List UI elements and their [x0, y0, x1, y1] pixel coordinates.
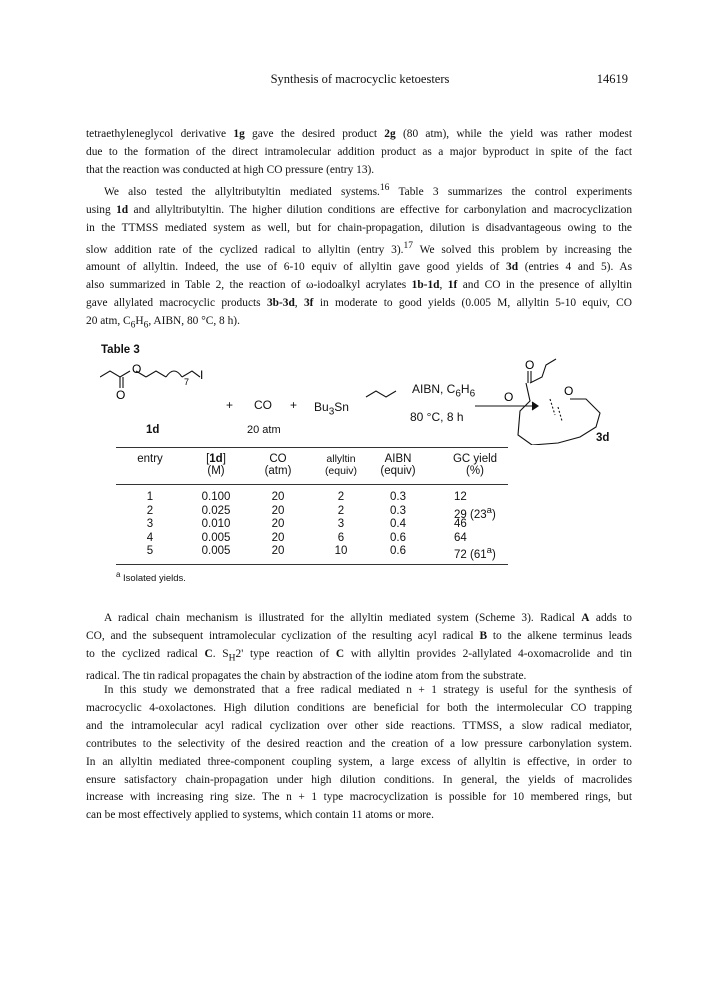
page-number: 14619 [596, 72, 628, 86]
column-header: (%) [466, 465, 484, 477]
table-cell: 0.005 [201, 545, 231, 557]
text-line: CO, and the subsequent intramolecular cyclization of the resulting acyl radical B to the alkene terminus leads [86, 629, 632, 642]
table-bottom-rule [116, 564, 508, 565]
text-line: due to the formation of the direct intramolecular addition product as a major byproduct in spite of the fact [86, 145, 632, 158]
column-header: CO [269, 453, 287, 465]
text-line: contributes to the selectivity of the desired reaction and the creation of a low pressure carbonylation system. [86, 737, 632, 750]
text-line: radical. The tin radical propagates the chain by abstraction of the iodine atom from the substrate. [86, 670, 527, 682]
text-line: amount of allyltin. Indeed, the use of 6-10 equiv of allyltin gave good yields of 3d (entries 4 and 5). As [86, 261, 633, 274]
table-cell: 12 [454, 491, 467, 503]
table-cell: 20 [271, 531, 285, 544]
table-cell: 0.010 [201, 518, 231, 530]
table-cell: 20 [271, 491, 285, 503]
paragraph-4 [86, 682, 632, 825]
column-header: (equiv) [380, 465, 416, 477]
text-line: 20 atm, $C_6H_6$, AIBN, 80 °C, 8 h). [86, 314, 240, 331]
co-reagent: CO [254, 398, 272, 412]
text-line: that the reaction was conducted at high CO pressure (entry 13). [86, 163, 375, 176]
column-header: [1d] [206, 453, 226, 465]
product-ketone-oxygen: O [504, 390, 514, 404]
table-cell: 1 [146, 491, 154, 503]
text-line: In an allyltin mediated three-component coupling system, a large excess of allyltin is effective, in order to [86, 755, 632, 768]
paragraph-3 [86, 610, 632, 686]
table-cell: 0.3 [390, 491, 406, 503]
conditions-bottom: 80 °C, 8 h [410, 410, 464, 424]
text-line: in the TTMSS mediated system as well, but for chain-propagation, dilution is disadvantageous owing to the [86, 221, 632, 234]
text-line: using 1d and allyltributyltin. The higher dilution conditions are effective for carbonylation and macrocyclization [86, 203, 633, 216]
co-pressure: 20 atm [247, 424, 281, 436]
table-cell: 3 [337, 518, 345, 530]
text-line: In this study we demonstrated that a free radical mediated n + 1 strategy is useful for the synthesis of [104, 684, 632, 696]
paragraph-2 [86, 180, 632, 335]
text-line: slow addition rate of the cyclized radical to allyltin (entry 3).$^{17}$ We solved this problem by increasing the [86, 240, 632, 256]
product-oxygen: O [525, 358, 535, 372]
table-cell: 10 [334, 545, 348, 557]
product-label: 3d [596, 432, 610, 444]
table-cell: 0.025 [201, 504, 231, 517]
text-line: and the intramolecular acyl radical cyclization over other side reactions. TTMSS, a slow radical mediator, [86, 719, 632, 732]
reaction-scheme-drawing [100, 355, 620, 445]
plus-sign-2: + [290, 398, 298, 412]
table-cell: 72 (61$^a$) [454, 545, 496, 561]
iodo-atom: I [200, 368, 204, 382]
acrylate-bond [100, 371, 130, 377]
text-line: We also tested the allyltributyltin mediated systems.$^{16}$ Table 3 summarizes the control experiments [104, 183, 633, 198]
table-footnote: $^a$ Isolated yields. [116, 570, 186, 585]
text-line: tetraethyleneglycol derivative 1g gave the desired product 2g (80 atm), while the yield was rather modest [86, 128, 632, 140]
table-cell: 2 [337, 491, 345, 503]
text-line: also summarized in Table 2, the reaction of ω-iodoalkyl acrylates 1b-1d, 1f and CO in the presence of allyltin [86, 279, 633, 292]
table-cell: 0.4 [390, 518, 406, 530]
table-cell: 64 [454, 531, 467, 544]
text-line: ensure satisfactory chain-propagation under high dilution conditions. In general, the yields of macrolides [86, 773, 632, 786]
table-cell: 4 [146, 531, 154, 544]
table-label: Table 3 [101, 344, 140, 356]
reactant-label: 1d [146, 424, 160, 436]
table-cell: 5 [146, 545, 154, 557]
table-cell: 3 [146, 518, 154, 530]
text-line: can be most effectively applied to systems, which contain 11 atoms or more. [86, 809, 434, 822]
reaction-scheme [100, 355, 620, 450]
table-header-rule [116, 484, 508, 485]
chain-subscript: 7 [184, 377, 190, 387]
table-cell: 2 [337, 504, 345, 517]
text-line: increase with increasing ring size. The n + 1 type macrocyclization is possible for 10 membered rings, but [86, 791, 632, 804]
tin-reagent: $Bu_3Sn$ [314, 400, 349, 418]
table-cell: 0.6 [390, 531, 406, 544]
table-cell: 20 [271, 545, 285, 557]
column-header: AIBN [384, 453, 412, 465]
table-cell: 0.6 [390, 545, 406, 557]
table-top-rule [116, 447, 508, 448]
table-cell: 2 [146, 504, 154, 517]
column-header: (atm) [264, 465, 292, 477]
table-cell: 29 (23$^a$) [454, 504, 496, 521]
text-line: macrocyclic 4-oxolactones. High dilution conditions are beneficial for both the intermolecular CO trapping [86, 701, 632, 714]
table-cell: 0.100 [201, 491, 231, 503]
column-header: (M) [207, 465, 225, 477]
column-header: GC yield [452, 453, 498, 465]
product-ring-oxygen: O [564, 384, 574, 398]
table-cell: 20 [271, 518, 285, 530]
conditions-top: AIBN, $C_6H_6$ [412, 382, 476, 400]
column-header: allyltin [326, 453, 356, 465]
plus-sign-1: + [226, 398, 234, 412]
table-cell: 20 [271, 504, 285, 517]
column-header: (equiv) [324, 465, 358, 477]
ester-oxygen: O [132, 362, 142, 376]
carbonyl-oxygen: O [116, 388, 126, 402]
text-line: to the cyclized radical C. $S_H2'$ type reaction of C with allyltin provides 2-allylated 4-oxomacrolide and tin [86, 647, 632, 664]
text-line: gave allylated macrocyclic products 3b-3d, 3f in moderate to good yields (0.005 M, allyltin 5-10 equiv, CO [86, 297, 632, 310]
table-cell: 46 [454, 518, 467, 530]
text-line: A radical chain mechanism is illustrated for the allyltin mediated system (Scheme 3). Radical A adds to [104, 612, 632, 624]
table-cell: 0.005 [201, 531, 231, 544]
running-title: Synthesis of macrocyclic ketoesters [270, 72, 450, 86]
table-cell: 6 [337, 531, 345, 544]
paragraph-1 [86, 126, 632, 180]
column-header: entry [137, 453, 163, 465]
table-cell: 0.3 [390, 504, 406, 517]
